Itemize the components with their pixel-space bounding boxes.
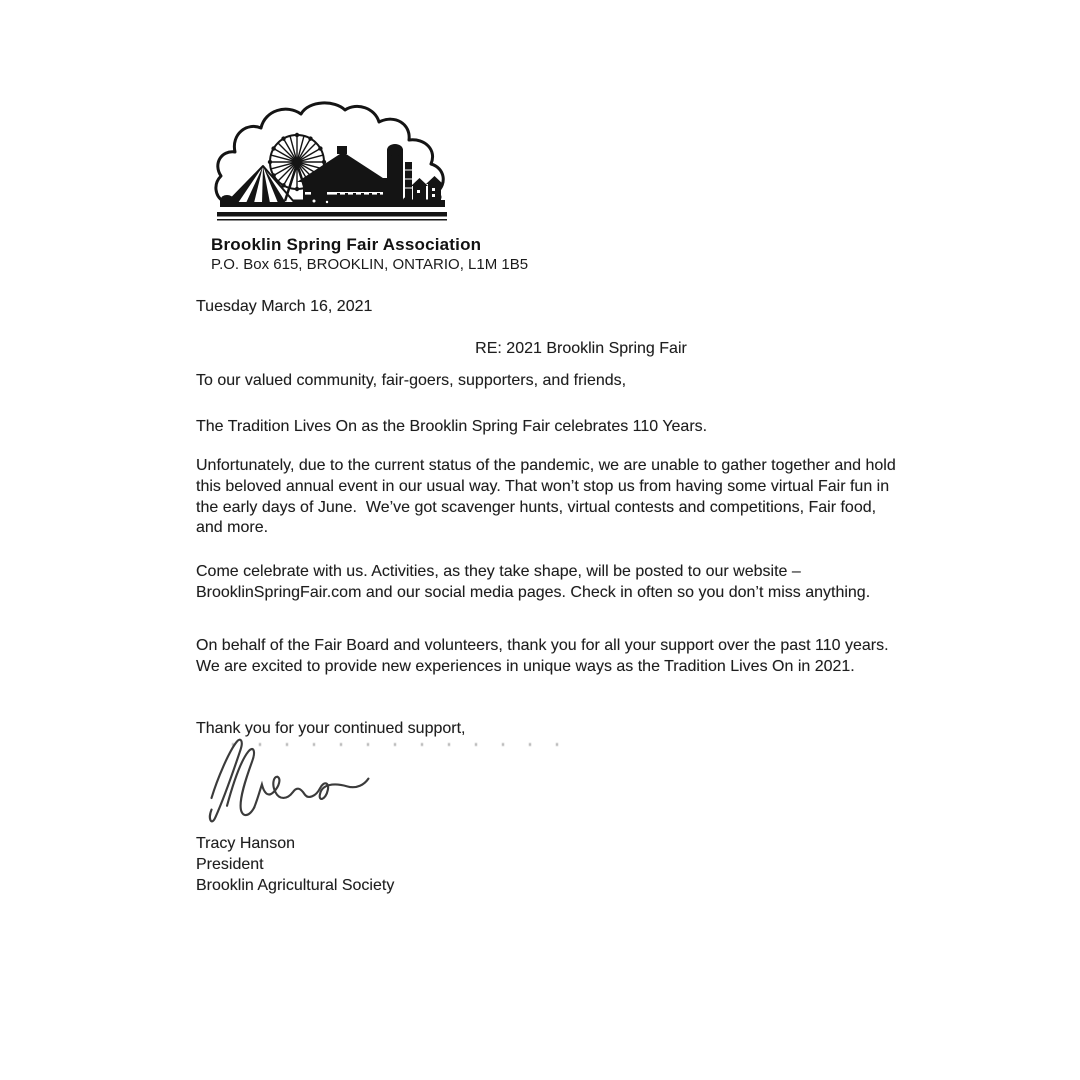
letter-paragraph: The Tradition Lives On as the Brooklin Spring Fair celebrates 110 Years. xyxy=(196,418,708,435)
letter-date: Tuesday March 16, 2021 xyxy=(196,298,373,315)
letterhead-address: P.O. Box 615, BROOKLIN, ONTARIO, L1M 1B5 xyxy=(211,256,529,273)
signer-title: President xyxy=(196,856,264,873)
letter-closing: Thank you for your continued support, xyxy=(196,720,466,737)
letter-paragraph: On behalf of the Fair Board and volunteers, thank you for all your support over the past 110 years. We are excited to provide new experiences in unique ways as the Tradition Lives On in 2021. xyxy=(196,637,893,675)
letter-salutation: To our valued community, fair-goers, supporters, and friends, xyxy=(196,372,627,389)
signer-name: Tracy Hanson xyxy=(196,835,295,852)
handwritten-signature xyxy=(200,736,378,828)
letter-paragraph: Come celebrate with us. Activities, as they take shape, will be posted to our website – BrooklinSpringFair.com and our social media pages. Check in often so you don’t miss anything. xyxy=(196,563,871,601)
letter-paragraph: Unfortunately, due to the current status of the pandemic, we are unable to gather together and hold this beloved annual event in our usual way. That won’t stop us from having some virtual Fair fun in the early days of June. We’ve got scavenger hunts, virtual contests and competitions, Fair food, and more. xyxy=(196,457,901,537)
fair-scene-logo xyxy=(211,100,455,224)
signer-organization: Brooklin Agricultural Society xyxy=(196,877,395,894)
letter-subject: RE: 2021 Brooklin Spring Fair xyxy=(475,340,687,357)
letterhead-org-name: Brooklin Spring Fair Association xyxy=(211,235,482,254)
